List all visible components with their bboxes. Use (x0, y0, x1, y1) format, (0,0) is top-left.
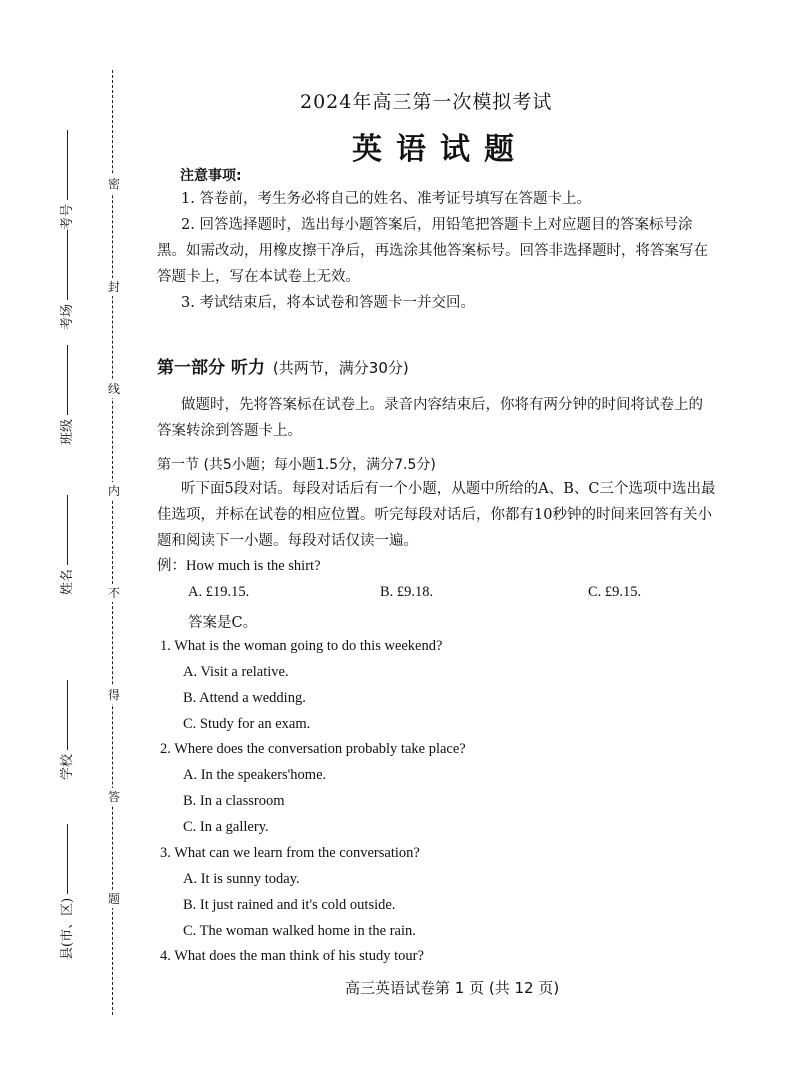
seal-char: 线 (108, 382, 121, 396)
example-option: A. £19.15. (188, 584, 250, 600)
field-blank[interactable] (67, 680, 68, 750)
part-subtitle: (共两节，满分30分) (272, 359, 409, 377)
notes-item: 2. 回答选择题时，选出每小题答案后，用铅笔把答题卡上对应题目的答案标号涂黑。如需改动，用橡皮擦干净后，再选涂其他答案标号。回答非选择题时，将答案写在答题卡上，写在本试卷上无效。 (157, 217, 708, 285)
question-option: A. It is sunny today. (183, 871, 300, 887)
seal-char: 封 (108, 280, 121, 294)
section-heading: 第一节 (共5小题；每小题1.5分，满分7.5分) (157, 457, 436, 473)
part-description (157, 392, 717, 444)
exam-number-field (56, 130, 75, 230)
field-blank[interactable] (67, 345, 68, 415)
section-description-text: 听下面5段对话。每段对话后有一个小题，从题中所给的A、B、C三个选项中选出最佳选项，并标在试卷的相应位置。听完每段对话后，你都有10秒钟的时间来回答有关小题和阅读下一小题。每段对话仅读一遍。 (157, 481, 716, 549)
exam-title: 2024年高三第一次模拟考试 (300, 91, 553, 113)
question-option: A. Visit a relative. (183, 664, 289, 680)
question-option: C. In a gallery. (183, 819, 269, 835)
field-blank[interactable] (67, 824, 68, 894)
county-field (56, 824, 75, 960)
seal-char: 得 (108, 688, 121, 702)
field-blank[interactable] (67, 130, 68, 200)
question-stem: 2. Where does the conversation probably take place? (160, 741, 466, 757)
seal-char: 不 (108, 586, 121, 600)
field-label: 班级 (60, 418, 75, 445)
field-blank[interactable] (67, 230, 68, 300)
question-option: A. In the speakers'home. (183, 767, 327, 783)
question-stem: 4. What does the man think of his study tour? (160, 948, 424, 964)
field-label: 考号 (60, 203, 75, 230)
field-label: 县(市、区) (60, 897, 75, 960)
example-option: B. £9.18. (380, 584, 434, 600)
seal-char: 答 (108, 790, 121, 804)
part-heading (157, 355, 717, 381)
notes-item: 1. 答卷前，考生务必将自己的姓名、准考证号填写在答题卡上。 (181, 191, 591, 207)
field-blank[interactable] (67, 495, 68, 565)
name-field (56, 495, 75, 595)
part-description-text: 做题时，先将答案标在试卷上。录音内容结束后，你将有两分钟的时间将试卷上的答案转涂到答题卡上。 (157, 397, 703, 439)
field-label: 姓名 (60, 568, 75, 595)
seal-line (112, 70, 113, 1015)
example-option: C. £9.15. (588, 584, 642, 600)
field-label: 考场 (60, 303, 75, 330)
school-field (56, 680, 75, 780)
example-answer: 答案是C。 (188, 615, 258, 631)
page-footer: 高三英语试卷第 1 页 (共 12 页) (345, 979, 560, 997)
field-label: 学校 (60, 753, 75, 780)
question-option: B. Attend a wedding. (183, 690, 306, 706)
exam-room-field (56, 230, 75, 330)
class-field (56, 345, 75, 445)
subject-title: 英语试题 (352, 132, 528, 167)
example-question: 例：How much is the shirt? (157, 558, 321, 574)
question-option: B. In a classroom (183, 793, 285, 809)
question-option: C. Study for an exam. (183, 716, 311, 732)
section-description (157, 476, 717, 554)
seal-char: 题 (108, 892, 121, 906)
part-title: 第一部分 听力 (157, 358, 265, 378)
notes-heading: 注意事项: (180, 168, 242, 184)
question-option: B. It just rained and it's cold outside. (183, 897, 396, 913)
question-option: C. The woman walked home in the rain. (183, 923, 416, 939)
notes-list (157, 186, 717, 316)
question-stem: 1. What is the woman going to do this weekend? (160, 638, 443, 654)
question-stem: 3. What can we learn from the conversation? (160, 845, 420, 861)
notes-item: 3. 考试结束后，将本试卷和答题卡一并交回。 (181, 295, 475, 311)
seal-char: 密 (108, 177, 121, 191)
seal-char: 内 (108, 484, 121, 498)
